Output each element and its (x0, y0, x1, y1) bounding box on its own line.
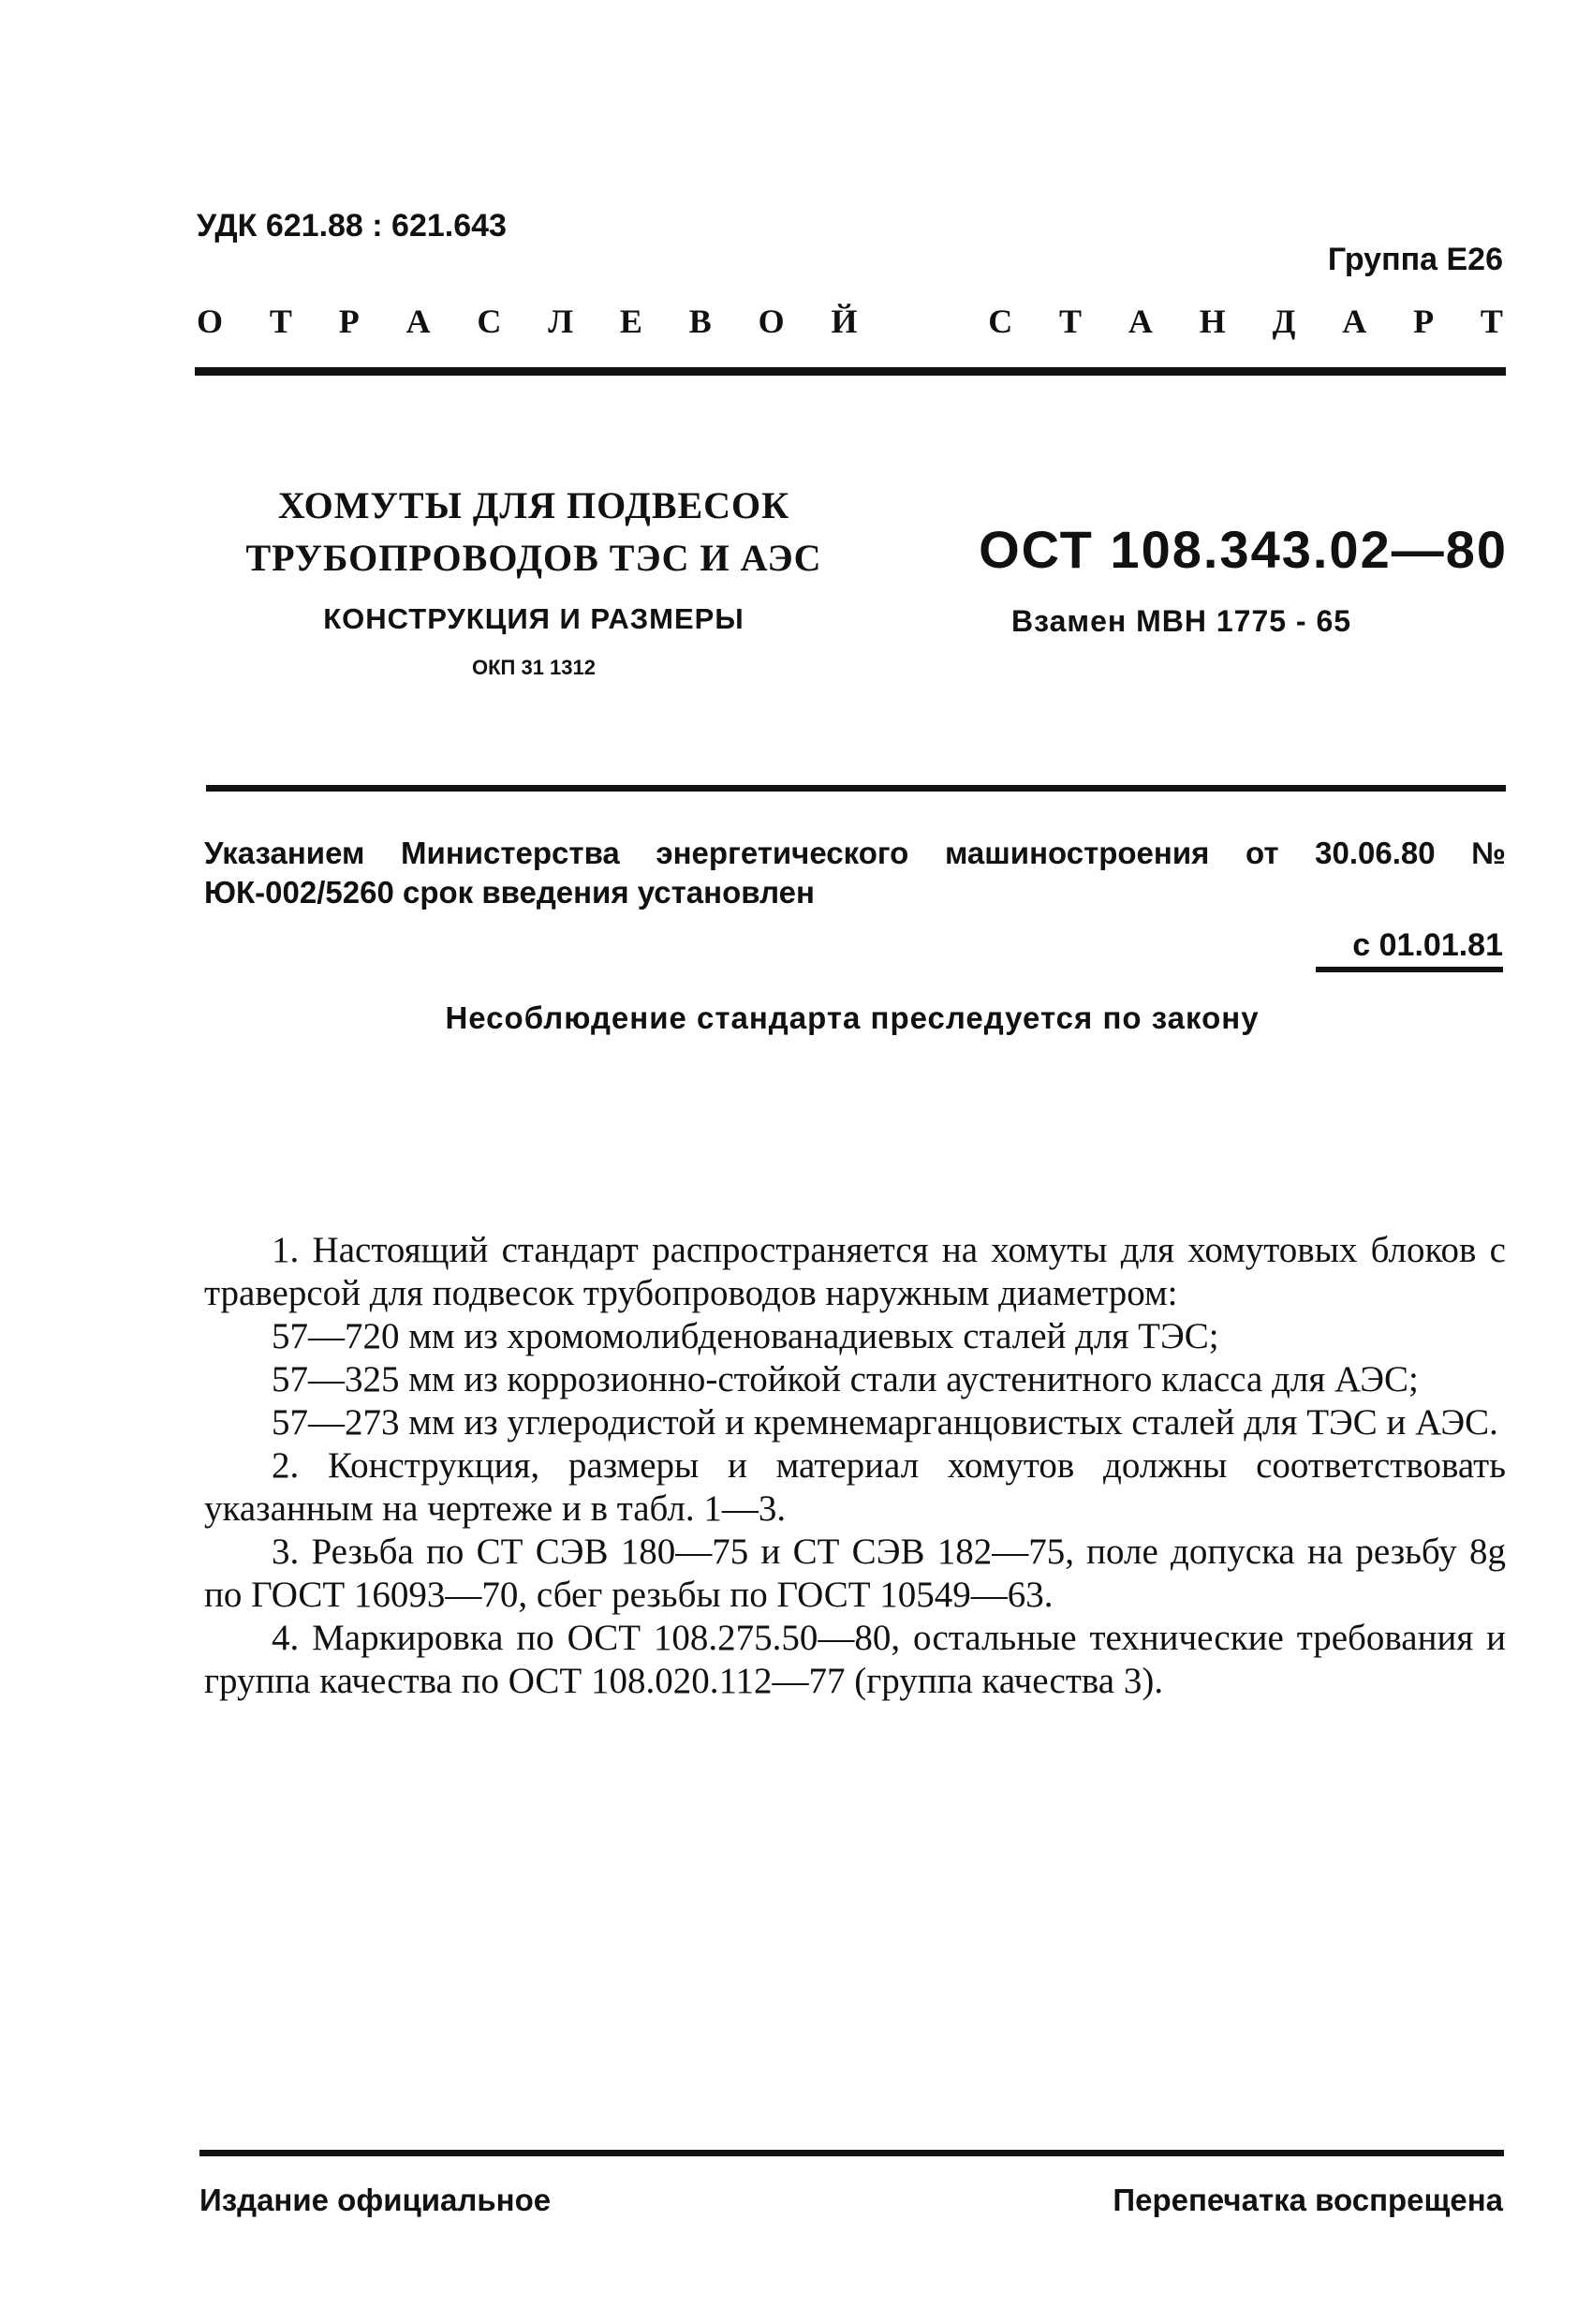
banner-letter: А (1128, 303, 1153, 340)
udk-code: УДК 621.88 : 621.643 (197, 208, 507, 244)
legal-notice: Несоблюдение стандарта преследуется по закону (445, 1000, 1260, 1035)
body-paragraph: 57—273 мм из углеродистой и кремнемарганцовистых сталей для ТЭС и АЭС. (272, 1402, 1498, 1443)
banner-letter: Т (269, 303, 292, 340)
banner-rule (195, 367, 1506, 376)
banner-letter: О (758, 303, 785, 340)
group-code: Группа Е26 (1327, 242, 1503, 277)
banner-letter: Р (338, 303, 360, 340)
body-paragraph: 4. Маркировка по ОСТ 108.275.50—80, остальные технические требования и группа качества по ОСТ 108.020.112—77 (группа качества 3). (204, 1618, 1506, 1701)
replaces-note: Взамен МВН 1775 - 65 (1011, 604, 1352, 638)
official-edition-label: Издание официальное (199, 2183, 552, 2217)
banner-letter: А (1342, 303, 1367, 340)
banner-letter: Д (1272, 303, 1296, 340)
directive-text: Указанием Министерства энергетического машиностроения от 30.06.80 № ЮК-002/5260 срок введения установлен (204, 836, 1506, 910)
banner-letter: А (405, 303, 431, 340)
banner-letter: Т (1480, 303, 1503, 340)
footer-rule (199, 2150, 1504, 2156)
banner-letter: С (988, 303, 1013, 340)
industry-standard-banner (197, 302, 1503, 341)
standard-body (204, 1229, 1506, 1703)
standard-title (197, 480, 871, 585)
banner-letter: В (688, 303, 712, 340)
section-rule (206, 785, 1506, 792)
body-paragraph: 3. Резьба по СТ СЭВ 180—75 и СТ СЭВ 182—75, поле допуска на резьбу 8g по ГОСТ 16093—70, сбег резьбы по ГОСТ 10549—63. (204, 1532, 1506, 1615)
banner-letter: Н (1199, 303, 1226, 340)
banner-letter: Т (1059, 303, 1083, 340)
body-paragraph: 57—720 мм из хромомолибденованадиевых сталей для ТЭС; (272, 1316, 1219, 1356)
standard-code: ОСТ 108.343.02—80 (979, 520, 1508, 579)
title-line: ХОМУТЫ ДЛЯ ПОДВЕСОК (277, 484, 790, 526)
body-paragraph: 1. Настоящий стандарт распространяется на хомуты для хомутовых блоков с траверсой для подвесок трубопроводов наружным диаметром: (204, 1230, 1506, 1313)
standard-subtitle: КОНСТРУКЦИЯ И РАЗМЕРЫ (323, 602, 744, 635)
body-paragraph: 2. Конструкция, размеры и материал хомутов должны соответствовать указанным на чертеже и в табл. 1—3. (204, 1445, 1506, 1529)
banner-letter: Л (548, 303, 574, 340)
body-paragraph: 57—325 мм из коррозионно-стойкой стали аустенитного класса для АЭС; (272, 1359, 1419, 1399)
date-underline (1316, 967, 1503, 972)
banner-letter: Р (1413, 303, 1435, 340)
effective-date: с 01.01.81 (1352, 927, 1503, 963)
banner-letter: Й (831, 303, 858, 340)
banner-letter: О (197, 303, 224, 340)
title-line: ТРУБОПРОВОДОВ ТЭС И АЭС (245, 537, 822, 579)
reprint-prohibited-label: Перепечатка воспрещена (1113, 2183, 1503, 2217)
banner-gap (904, 302, 941, 341)
banner-letter: С (477, 303, 502, 340)
banner-letter: Е (619, 303, 642, 340)
okp-code: ОКП 31 1312 (472, 656, 596, 679)
